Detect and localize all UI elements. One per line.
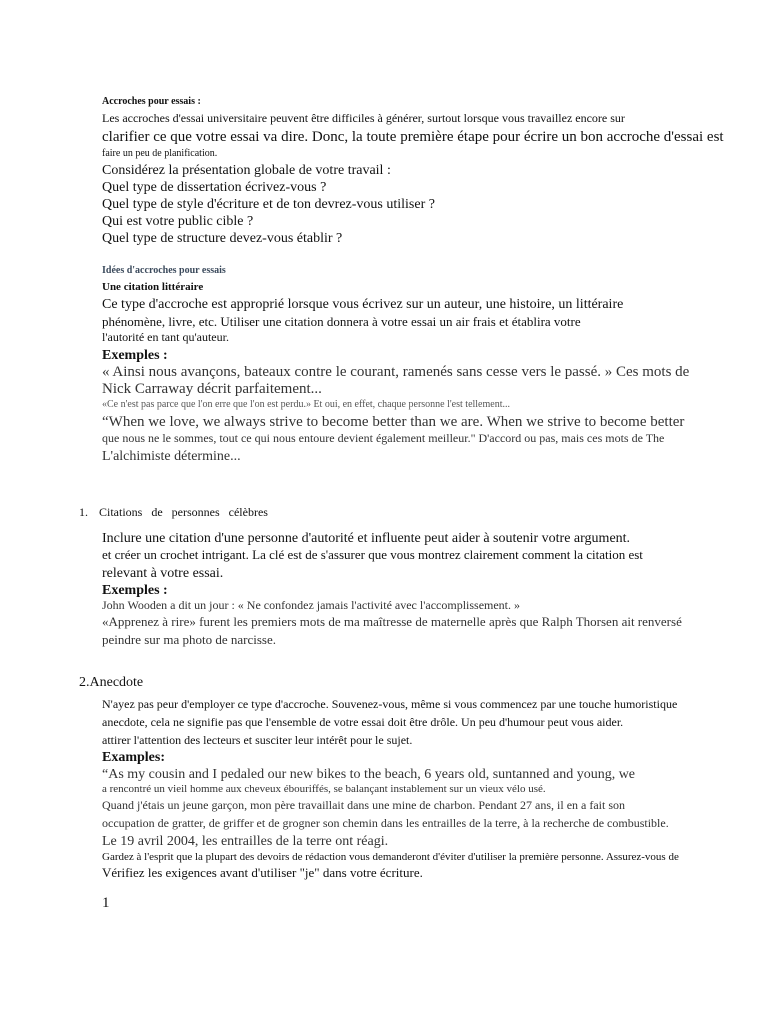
example-line: « Ainsi nous avançons, bateaux contre le courant, ramenés sans cesse vers le passé. » Ces mots de xyxy=(102,364,690,380)
examples-label: Exemples : xyxy=(102,583,168,598)
body-line: relevant à votre essai. xyxy=(102,566,224,581)
body-line: l'autorité en tant qu'auteur. xyxy=(102,330,229,344)
example-line: John Wooden a dit un jour : « Ne confondez jamais l'activité avec l'accomplissement. » xyxy=(102,598,521,612)
body-line: attirer l'attention des lecteurs et susciter leur intérêt pour le sujet. xyxy=(102,733,413,747)
section-heading-citations-celebres: Citations de personnes célèbres xyxy=(99,505,268,519)
example-line: a rencontré un vieil homme aux cheveux ébouriffés, se balançant instablement sur un vieux vélo usé. xyxy=(102,783,546,795)
page-number: 1 xyxy=(102,895,110,911)
section-heading-accroches: Accroches pour essais : xyxy=(102,96,201,107)
body-line: et créer un crochet intrigant. La clé est de s'assurer que vous montrez clairement comment la citation est xyxy=(102,547,643,562)
note-line: Gardez à l'esprit que la plupart des devoirs de rédaction vous demanderont d'éviter d'utiliser la première personne. Assurez-vous de xyxy=(102,851,679,863)
example-line: Quand j'étais un jeune garçon, mon père travaillait dans une mine de charbon. Pendant 27 ans, il en a fait son xyxy=(102,798,626,812)
question-line: Quel type de style d'écriture et de ton devrez-vous utiliser ? xyxy=(102,197,435,212)
body-line: Inclure une citation d'une personne d'autorité et influente peut aider à soutenir votre argument. xyxy=(102,531,631,546)
example-line: «Apprenez à rire» furent les premiers mots de ma maîtresse de maternelle après que Ralph Thorsen ait renversé xyxy=(102,614,682,629)
example-line: que nous ne le sommes, tout ce qui nous entoure devient également meilleur." D'accord ou pas, mais ces mots de The xyxy=(102,431,665,445)
example-line: «Ce n'est pas parce que l'on erre que l'on est perdu.» Et oui, en effet, chaque personne l'est tellement... xyxy=(102,399,510,410)
example-line: L'alchimiste détermine... xyxy=(102,449,241,464)
section-heading-idees: Idées d'accroches pour essais xyxy=(102,265,226,276)
question-line: Qui est votre public cible ? xyxy=(102,214,254,229)
list-number: 1. xyxy=(79,505,88,519)
subheading-citation-litteraire: Une citation littéraire xyxy=(102,281,204,293)
question-line: Quel type de dissertation écrivez-vous ? xyxy=(102,180,327,195)
example-line: peindre sur ma photo de narcisse. xyxy=(102,632,277,647)
body-line: Les accroches d'essai universitaire peuvent être difficiles à générer, surtout lorsque vous travaillez encore sur xyxy=(102,111,625,125)
body-line: anecdote, cela ne signifie pas que l'ensemble de votre essai doit être drôle. Un peu d'humour peut vous aider. xyxy=(102,715,624,729)
examples-label: Exemples : xyxy=(102,348,168,363)
body-line: Considérez la présentation globale de votre travail : xyxy=(102,163,391,178)
body-line: clarifier ce que votre essai va dire. Donc, la toute première étape pour écrire un bon accroche d'essai est xyxy=(102,129,724,145)
example-line: “When we love, we always strive to become better than we are. When we strive to become better xyxy=(102,414,685,430)
body-line: N'ayez pas peur d'employer ce type d'accroche. Souvenez-vous, même si vous commencez par une touche humoristique xyxy=(102,697,678,711)
examples-label: Examples: xyxy=(102,750,165,765)
example-line: Nick Carraway décrit parfaitement... xyxy=(102,381,322,397)
question-line: Quel type de structure devez-vous établir ? xyxy=(102,231,343,246)
body-line: Ce type d'accroche est approprié lorsque vous écrivez sur un auteur, une histoire, un littéraire xyxy=(102,297,624,312)
body-line: faire un peu de planification. xyxy=(102,148,218,159)
example-line: Le 19 avril 2004, les entrailles de la terre ont réagi. xyxy=(102,834,389,849)
note-line: Vérifiez les exigences avant d'utiliser "je" dans votre écriture. xyxy=(102,865,423,880)
section-heading-anecdote: 2.Anecdote xyxy=(79,675,144,690)
body-line: phénomène, livre, etc. Utiliser une citation donnera à votre essai un air frais et établira votre xyxy=(102,314,581,329)
example-line: “As my cousin and I pedaled our new bikes to the beach, 6 years old, suntanned and young, we xyxy=(102,767,636,782)
example-line: occupation de gratter, de griffer et de grogner son chemin dans les entrailles de la terre, à la recherche de combustible. xyxy=(102,816,669,830)
